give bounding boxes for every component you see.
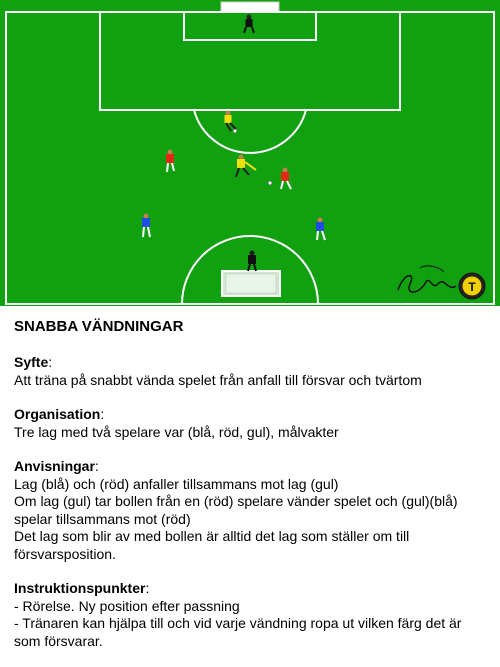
section-heading: Anvisningar (14, 458, 95, 474)
section-heading: Instruktionspunkter (14, 580, 146, 596)
section-text: Att träna på snabbt vända spelet från anfall till försvar och tvärtom (14, 371, 422, 388)
section-text: Om lag (gul) tar bollen från en (röd) spelare vänder spelet och (gul)(blå) spelar tillsammans mot (röd) (14, 493, 458, 527)
section-text: Tre lag med två spelare var (blå, röd, gul), målvakter (14, 423, 339, 440)
document-title: SNABBA VÄNDNINGAR (14, 318, 184, 335)
section-instruktionspunkter: Instruktionspunkter: - Rörelse. Ny position efter passning - Tränaren kan hjälpa till och vid varje vändning ropa ut vilken färg det är som försvarar. (14, 580, 490, 650)
section-heading: Syfte (14, 354, 49, 370)
section-heading: Organisation (14, 406, 101, 422)
svg-text:T: T (468, 280, 476, 294)
training-diagram (0, 0, 500, 306)
club-logo (459, 273, 485, 299)
ball (233, 129, 237, 133)
section-text: - Rörelse. Ny position efter passning (14, 597, 240, 614)
section-organisation: Organisation: Tre lag med två spelare var (blå, röd, gul), målvakter (14, 406, 490, 441)
section-syfte: Syfte: Att träna på snabbt vända spelet från anfall till försvar och tvärtom (14, 354, 490, 389)
section-anvisningar: Anvisningar: Lag (blå) och (röd) anfaller tillsammans mot lag (gul) Om lag (gul) tar bollen från en (röd) spelare vänder spelet och (gul)(blå) spelar tillsammans mot (röd) Det lag som blir av med bollen är alltid det lag som ställer om till försvarsposition. (14, 458, 490, 563)
small-goal-net (226, 274, 276, 293)
top-goal (221, 2, 279, 12)
document-body (14, 318, 490, 667)
section-text: - Tränaren kan hjälpa till och vid varje vändning ropa ut vilken färg det är som försvarar. (14, 615, 462, 649)
section-text: Lag (blå) och (röd) anfaller tillsammans mot lag (gul) (14, 475, 339, 492)
ball (268, 181, 272, 185)
section-text: Det lag som blir av med bollen är alltid det lag som ställer om till försvarsposition. (14, 528, 410, 562)
